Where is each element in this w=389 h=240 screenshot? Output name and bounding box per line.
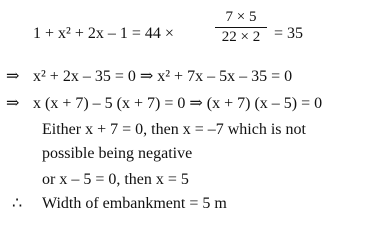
case-negative-root-line-1: Either x + 7 = 0, then x = –7 which is not bbox=[42, 121, 306, 138]
eq1-right: = 35 bbox=[274, 25, 304, 42]
equation-line-2: x² + 2x – 35 = 0 ⇒ x² + 7x – 5x – 35 = 0 bbox=[33, 68, 293, 85]
conclusion: Width of embankment = 5 m bbox=[42, 195, 227, 212]
eq1-fraction-numerator: 7 × 5 bbox=[225, 9, 257, 25]
fraction-bar bbox=[215, 27, 267, 28]
therefore-symbol: ∴ bbox=[12, 195, 23, 212]
eq1-fraction-denominator: 22 × 2 bbox=[221, 29, 261, 45]
case-positive-root: or x – 5 = 0, then x = 5 bbox=[42, 171, 189, 188]
equation-line-3: x (x + 7) – 5 (x + 7) = 0 ⇒ (x + 7) (x – 5) = 0 bbox=[33, 95, 323, 112]
implies-symbol: ⇒ bbox=[6, 95, 20, 112]
eq1-left: 1 + x² + 2x – 1 = 44 × bbox=[33, 25, 174, 42]
case-negative-root-line-2: possible being negative bbox=[42, 145, 193, 162]
eq1-fraction bbox=[215, 9, 267, 46]
implies-symbol: ⇒ bbox=[6, 68, 20, 85]
